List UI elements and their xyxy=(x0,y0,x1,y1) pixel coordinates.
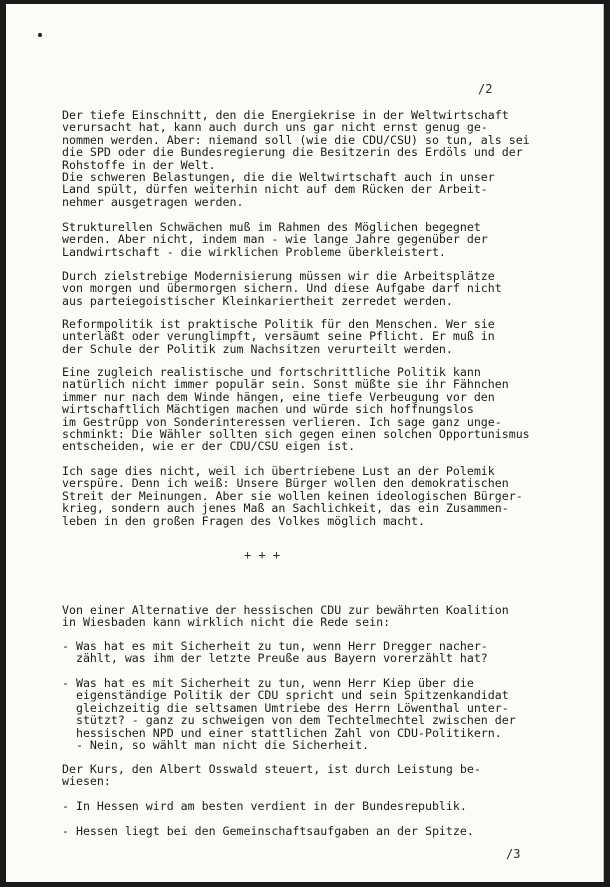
page-edge xyxy=(603,4,604,882)
question-kiep: - Was hat es mit Sicherheit zu tun, wenn Herr Kiep über die eigenständige Politik der CDU spricht und sein Spitzenkandidat gleichzeitig die seltsamen Umtriebe des Herrn Löwenthal unter- stützt? - ganz zu schweigen von dem Techtelmechtel zwischen der hessischen NPD und einer stattlichen Zahl von CDU-Politikern. - Nein, so wählt man nicht die Sicherheit. xyxy=(62,676,516,753)
paragraph-polemic: Ich sage dies nicht, weil ich übertriebene Lust an der Polemik verspüre. Denn ich weiß: Unsere Bürger wollen den demokratischen Streit der Meinungen. Aber sie wollen keinen ideologischen Bürger- krieg, sondern auch jenes Maß an Sachlichkeit, das ein Zusammen- leben in den großen Fragen des Volkes möglich macht. xyxy=(62,464,523,528)
paragraph-modernisation: Durch zielstrebige Modernisierung müssen wir die Arbeitsplätze von morgen und übermorgen sichern. Und diese Aufgabe darf nicht aus parteiegoistischer Kleinkariertheit zerredet werden. xyxy=(62,269,502,308)
point-earnings: - In Hessen wird am besten verdient in der Bundesrepublik. xyxy=(62,799,467,813)
punch-mark xyxy=(38,33,42,37)
document-page xyxy=(6,4,604,882)
paragraph-osswald-course: Der Kurs, den Albert Osswald steuert, ist durch Leistung be- wiesen: xyxy=(62,762,481,789)
section-separator: + + + xyxy=(244,548,281,562)
paragraph-energy-crisis: Der tiefe Einschnitt, den die Energiekrise in der Weltwirtschaft verursacht hat, kann auch durch uns gar nicht ernst genug ge- nommen werden. Aber: niemand soll (wie die CDU/CSU) so tun, als sei die SPD oder die Bundesregierung die Besitzerin des Erdöls und der Rohstoffe in der Welt. Die schweren Belastungen, die die Weltwirtschaft auch in unser Land spült, dürfen weiterhin nicht auf dem Rücken der Arbeit- nehmer ausgetragen werden. xyxy=(62,108,530,209)
page-marker-top: /2 xyxy=(478,82,493,96)
paragraph-cdu-alternative: Von einer Alternative der hessischen CDU zur bewährten Koalition in Wiesbaden kann wirklich nicht die Rede sein: xyxy=(62,603,509,630)
page-marker-bottom: /3 xyxy=(506,847,521,861)
question-dregger: - Was hat es mit Sicherheit zu tun, wenn Herr Dregger nacher- zählt, was ihm der letzte Preuße aus Bayern vorerzählt hat? xyxy=(62,639,488,666)
paragraph-structural-weakness: Strukturellen Schwächen muß im Rahmen des Möglichen begegnet werden. Aber nicht, indem man - wie lange Jahre gegenüber der Landwirtschaft - die wirklichen Probleme überkleistert. xyxy=(62,220,488,259)
paragraph-realistic-policy: Eine zugleich realistische und fortschrittliche Politik kann natürlich nicht immer populär sein. Sonst müßte sie ihr Fähnchen immer nur nach dem Winde hängen, eine tiefe Verbeugung vor den wirtschaftlich Mächtigen machen und würde sich hoffnungslos im Gestrüpp von Sonderinteressen verlieren. Ich sage ganz unge- schminkt: Die Wähler sollten sich gegen einen solchen Opportunismus entscheiden, wie er der CDU/CSU eigen ist. xyxy=(62,365,530,454)
paragraph-reform-policy: Reformpolitik ist praktische Politik für den Menschen. Wer sie unterläßt oder verunglimpft, versäumt seine Pflicht. Er muß in der Schule der Politik zum Nachsitzen verurteilt werden. xyxy=(62,317,495,356)
point-joint-tasks: - Hessen liegt bei den Gemeinschaftsaufgaben an der Spitze. xyxy=(62,824,474,838)
